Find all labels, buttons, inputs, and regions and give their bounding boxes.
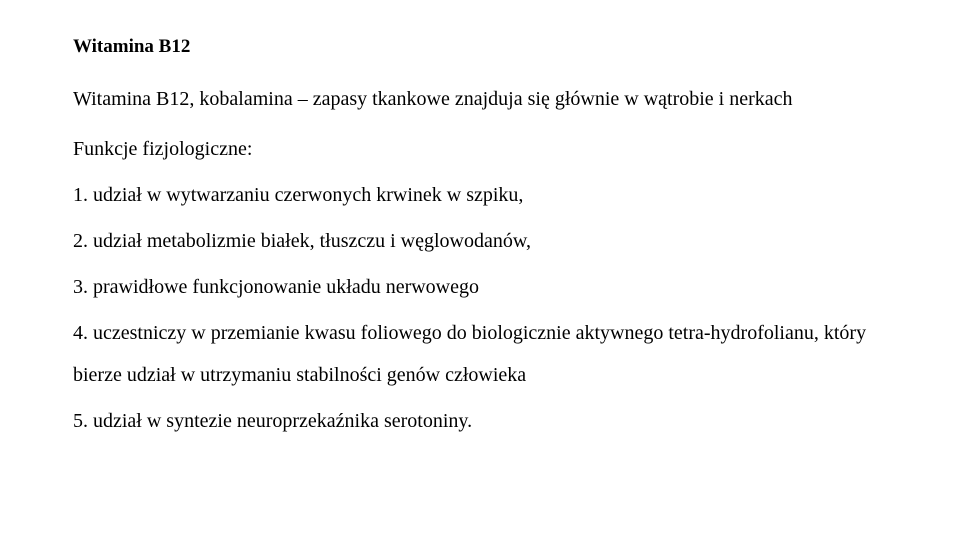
list-item: 4. uczestniczy w przemianie kwasu foliowego do biologicznie aktywnego tetra-hydrofolianu, który bierze udział w utrzymaniu stabilności genów człowieka (73, 322, 867, 386)
list-item: 2. udział metabolizmie białek, tłuszczu i węglowodanów, (73, 230, 532, 252)
list-item: 1. udział w wytwarzaniu czerwonych krwinek w szpiku, (73, 184, 524, 206)
list-item: 3. prawidłowe funkcjonowanie układu nerwowego (73, 276, 479, 298)
document-title: Witamina B12 (73, 36, 191, 57)
functions-list (73, 174, 880, 442)
list-item: 5. udział w syntezie neuroprzekaźnika serotoniny. (73, 410, 473, 432)
intro-paragraph: Witamina B12, kobalamina – zapasy tkankowe znajduja się głównie w wątrobie i nerkach (73, 88, 793, 110)
functions-heading: Funkcje fizjologiczne: (73, 138, 253, 160)
